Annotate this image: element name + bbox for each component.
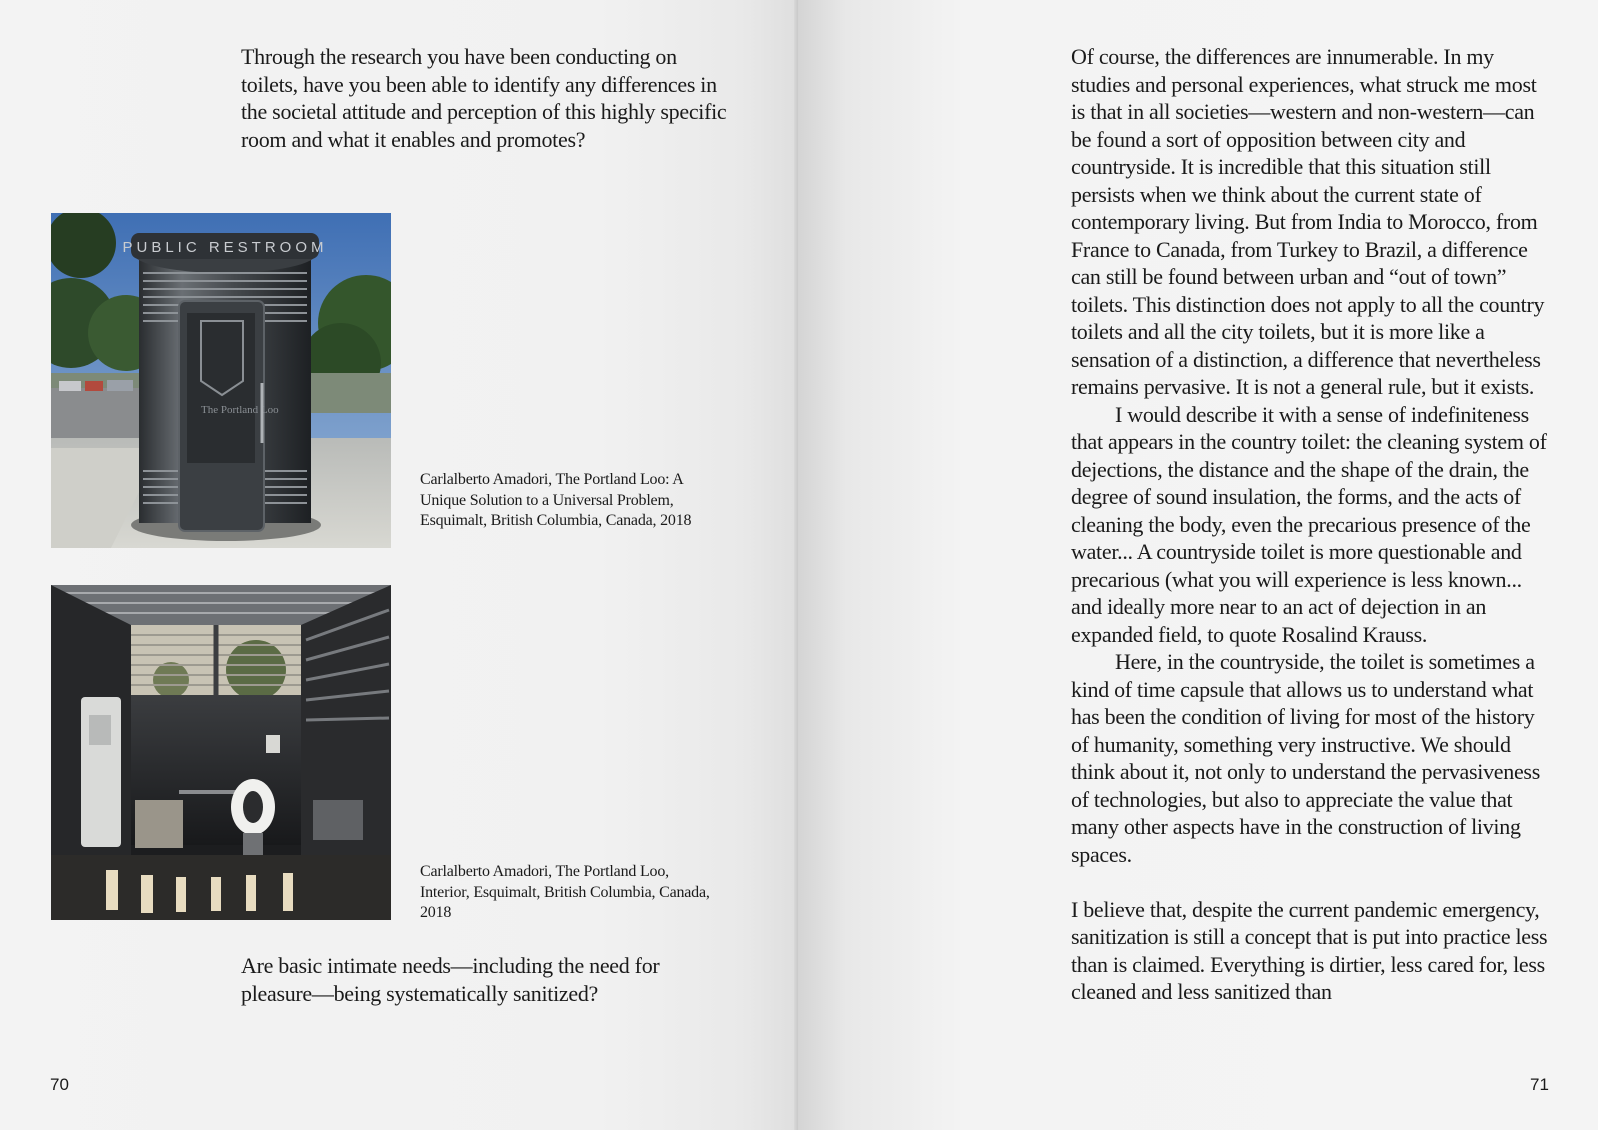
answer-paragraph-1: Of course, the differences are innumerable. In my studies and personal experiences, what struck me most is that in all societies—western and non-western—can be found a sort of opposition between city and countryside. It is incredible that this situation still persists when we think about the current state of contemporary living. But from India to Morocco, from France to Canada, from Turkey to Brazil, a difference can still be found between urban and “out of town” toilets. This distinction does not apply to all the country toilets and all the city toilets, but it is more like a sensation of a distinction, a difference that nevertheless remains pervasive. It is not a general rule, but it exists.: [1071, 44, 1545, 399]
answer-paragraph-4: I believe that, despite the current pandemic emergency, sanitization is still a concept that is put into practice less than is claimed. Everything is dirtier, less cared for, less cleaned and less sanitized than: [1071, 896, 1548, 1004]
question-2: Are basic intimate needs—including the need for pleasure—being systematically sanitized?: [241, 953, 660, 1006]
left-page: [0, 0, 798, 1130]
page-number-left: 70: [50, 1075, 69, 1094]
answer-paragraph-2: I would describe it with a sense of indefiniteness that appears in the country toilet: the cleaning system of dejections, the distance and the shape of the drain, the degree of sound insulation, the forms, and the acts of cleaning the body, even the precarious presence of the water... A countryside toilet is more questionable and precarious (what you will experience is less known... and ideally more near to an act of dejection in an expanded field, to quote Rosalind Krauss.: [1071, 401, 1547, 647]
portland-loo-door-sign: The Portland Loo: [201, 404, 279, 416]
answer-text: [1071, 43, 1551, 1006]
photo-portland-loo-exterior: [51, 213, 391, 548]
question-1: Through the research you have been conducting on toilets, have you been able to identify any differences in the societal attitude and perception of this highly specific room and what it enables and promotes?: [241, 44, 727, 152]
restroom-sign: PUBLIC RESTROOM: [122, 239, 328, 256]
portland-loo-exterior-illustration: [51, 213, 391, 548]
photo-portland-loo-interior: [51, 585, 391, 920]
portland-loo-interior-illustration: [51, 585, 391, 920]
page-number-right: 71: [1530, 1075, 1549, 1094]
caption-figure-2: Carlalberto Amadori, The Portland Loo, Interior, Esquimalt, British Columbia, Canada, 2018: [420, 863, 710, 921]
caption-figure-1: Carlalberto Amadori, The Portland Loo: A Unique Solution to a Universal Problem, Esquimalt, British Columbia, Canada, 2018: [420, 471, 692, 529]
answer-paragraph-3: Here, in the countryside, the toilet is sometimes a kind of time capsule that allows us to understand what has been the condition of living for most of the history of humanity, something very instructive. We should think about it, not only to understand the pervasiveness of technologies, but also to appreciate the value that many other aspects have in the construction of living spaces.: [1071, 649, 1540, 867]
